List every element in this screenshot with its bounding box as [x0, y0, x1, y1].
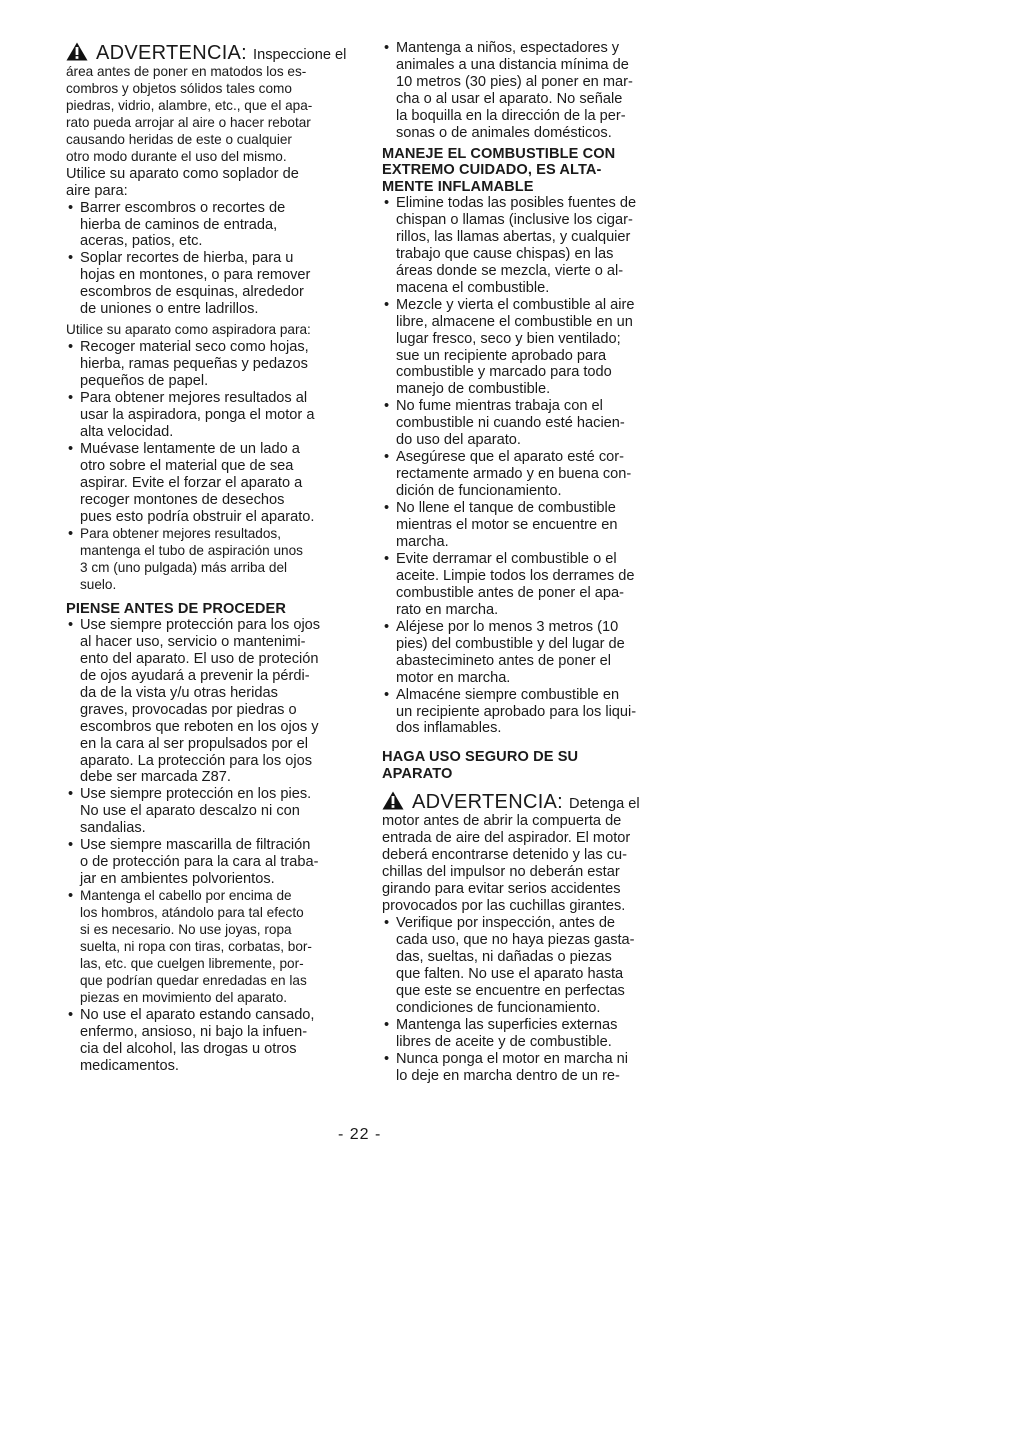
- right-column: [382, 40, 676, 1084]
- top-bullet: • Mantenga a niños, espectadores y animales a una distancia mínima de 10 metros (30 pies) al poner en mar- cha o al usar el aparato. No señale la boquilla en la dirección de la per- sonas o de animales domésticos.: [382, 40, 676, 142]
- warning-1-body: [66, 64, 366, 166]
- text-line: combros y objetos sólidos tales como: [66, 80, 292, 96]
- warning-1-title: ADVERTENCIA:: [96, 42, 248, 64]
- text-line: girando para evitar serios accidentes: [382, 881, 621, 898]
- fuel-bullet: • No fume mientras trabaja con el combustible ni cuando esté hacien- do uso del aparato.: [382, 398, 676, 449]
- text-line: Utilice su aparato como soplador de: [66, 165, 299, 182]
- think-bullet: • Use siempre protección para los ojos al hacer uso, servicio o mantenimi- ento del aparato. El uso de proteción de ojos ayudará a prevenir la pérdi- da de la vista y/u otras heridas graves, provocadas por piedras o escombros que reboten en los ojos y en la cara al ser propulsados por el aparato. La protección para los ojos debe ser marcada Z87.: [66, 617, 366, 787]
- warning-2-title: ADVERTENCIA:: [412, 791, 564, 814]
- warning-2-text: Detenga el: [569, 796, 640, 813]
- left-column: [66, 40, 366, 1075]
- text-line: motor antes de abrir la compuerta de: [382, 813, 622, 830]
- vacuum-intro: Utilice su aparato como aspiradora para:: [66, 322, 311, 338]
- blower-bullet: • Barrer escombros o recortes de hierba de caminos de entrada, aceras, patios, etc.: [66, 200, 366, 251]
- text-line: provocados por las cuchillas girantes.: [382, 897, 626, 914]
- warning-1-header: [66, 40, 366, 64]
- fuel-bullet: • Almacéne siempre combustible en un recipiente aprobado para los liqui- dos inflamables.: [382, 687, 676, 738]
- fuel-bullet: • Aléjese por lo menos 3 metros (10 pies) del combustible y del lugar de abastecimineto antes de poner el motor en marcha.: [382, 619, 676, 687]
- text-line: causando heridas de este o cualquier: [66, 131, 292, 147]
- text-line: piedras, vidrio, alambre, etc., que el apa-: [66, 97, 313, 113]
- fuel-bullet: • No llene el tanque de combustible mientras el motor se encuentre en marcha.: [382, 500, 676, 551]
- warning-1-text: Inspeccione el: [253, 47, 347, 63]
- section-think-title: PIENSE ANTES DE PROCEDER: [66, 600, 286, 617]
- blower-bullet: • Soplar recortes de hierba, para u hojas en montones, o para remover escombros de esquinas, alrededor de uniones o entre ladrillos.: [66, 250, 366, 318]
- text-line: chillas del impulsor no deberán estar: [382, 864, 620, 881]
- think-bullet: • Use siempre protección en los pies. No use el aparato descalzo ni con sandalias.: [66, 786, 366, 837]
- safe-bullet: • Nunca ponga el motor en marcha ni lo deje en marcha dentro de un re-: [382, 1051, 676, 1085]
- vacuum-bullet: • Para obtener mejores resultados al usar la aspiradora, ponga el motor a alta velocidad.: [66, 390, 366, 441]
- think-bullet: • Mantenga el cabello por encima de los hombros, atándolo para tal efecto si es necesario. No use joyas, ropa suelta, ni ropa con tiras, corbatas, bor- las, etc. que cuelgen libremente, por- que podrían quedar enredadas en las piezas en movimiento del aparato.: [66, 888, 366, 1007]
- warning-triangle-icon: [382, 791, 404, 810]
- warning-triangle-icon: [66, 42, 88, 61]
- text-line: otro modo durante el uso del mismo.: [66, 148, 287, 164]
- fuel-bullet: • Evite derramar el combustible o el aceite. Limpie todos los derrames de combustible antes de poner el apa- rato en marcha.: [382, 551, 676, 619]
- text-line: área antes de poner en matodos los es-: [66, 63, 307, 79]
- fuel-bullet: • Mezcle y vierta el combustible al aire libre, almacene el combustible en un lugar fresco, seco y bien ventilado; sue un recipiente aprobado para combustible y marcado para todo manejo de combustible.: [382, 297, 676, 399]
- think-bullet: • Use siempre mascarilla de filtración o de protección para la cara al traba- jar en ambientes polvorientos.: [66, 837, 366, 888]
- safe-bullet: • Mantenga las superficies externas libres de aceite y de combustible.: [382, 1017, 676, 1051]
- fuel-bullet: • Asegúrese que el aparato esté cor- rectamente armado y en buena con- dición de funcionamiento.: [382, 449, 676, 500]
- page-number: - 22 -: [338, 1126, 382, 1143]
- warning-2-header: [382, 789, 676, 813]
- fuel-bullet: • Elimine todas las posibles fuentes de chispan o llamas (inclusive los cigar- rillos, las llamas abertas, y cualquier trabajo que cause chispas) en las áreas donde se mezcla, vierte o al- macena el combustible.: [382, 195, 676, 297]
- section-safe-title: HAGA USO SEGURO DE SU APARATO: [382, 749, 579, 782]
- section-fuel-title: MANEJE EL COMBUSTIBLE CON EXTREMO CUIDADO, ES ALTA- MENTE INFLAMABLE: [382, 145, 616, 195]
- text-line: deberá encontrarse detenido y las cu-: [382, 847, 628, 864]
- vacuum-bullet: • Recoger material seco como hojas, hierba, ramas pequeñas y pedazos pequeños de papel.: [66, 339, 366, 390]
- text-line: rato pueda arrojar al aire o hacer rebotar: [66, 114, 311, 130]
- think-bullet: • No use el aparato estando cansado, enfermo, ansioso, ni bajo la infuen- cia del alcohol, las drogas u otros medicamentos.: [66, 1007, 366, 1075]
- blower-intro: [66, 166, 366, 200]
- safe-bullet: • Verifique por inspección, antes de cada uso, que no haya piezas gasta- das, sueltas, ni dañadas o piezas que falten. No use el aparato hasta que este se encuentre en perfectas condiciones de funcionamiento.: [382, 915, 676, 1017]
- text-line: aire para:: [66, 182, 128, 199]
- vacuum-bullet: • Para obtener mejores resultados, mantenga el tubo de aspiración unos 3 cm (uno pulgada) más arriba del suelo.: [66, 526, 366, 594]
- vacuum-bullet: • Muévase lentamente de un lado a otro sobre el material que de sea aspirar. Evite el forzar el aparato a recoger montones de desechos pues esto podría obstruir el aparato.: [66, 441, 366, 526]
- text-line: entrada de aire del aspirador. El motor: [382, 830, 631, 847]
- warning-2-body: [382, 813, 676, 915]
